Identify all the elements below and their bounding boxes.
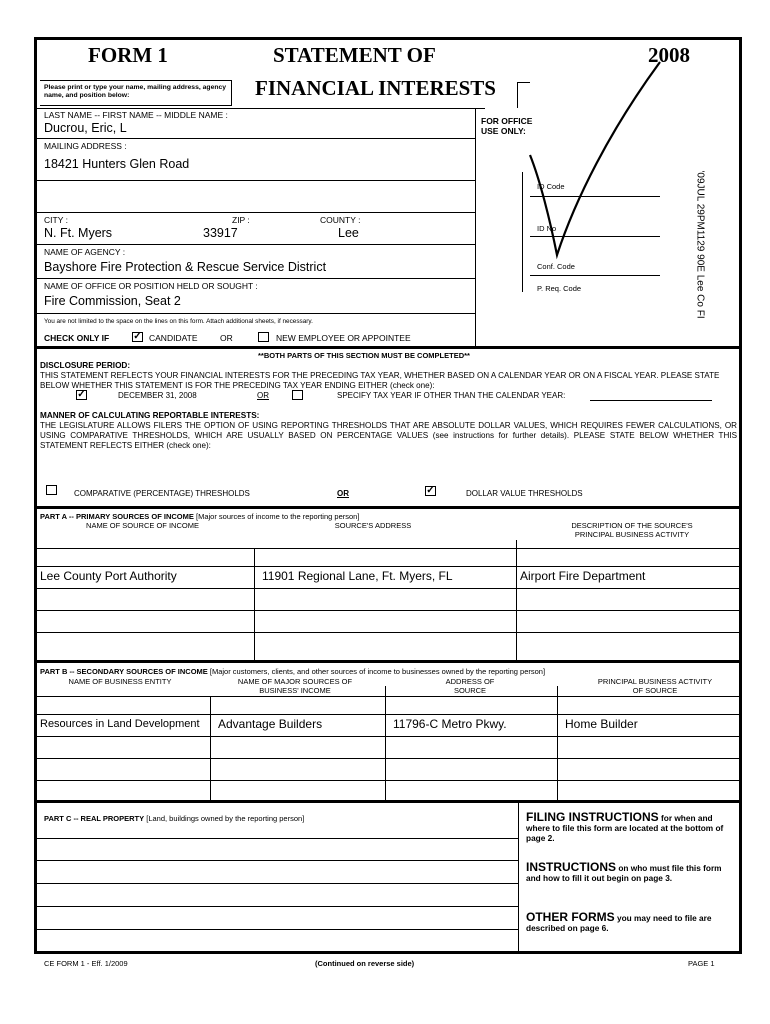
check-only-if-label: CHECK ONLY IF <box>44 333 110 343</box>
or-separator: OR <box>257 391 269 400</box>
office-use-title: FOR OFFICE USE ONLY: <box>481 116 533 136</box>
comparative-checkbox[interactable] <box>46 485 57 495</box>
part-a-row1-description[interactable]: Airport Fire Department <box>520 569 646 583</box>
form-id: CE FORM 1 - Eff. 1/2009 <box>44 959 128 968</box>
december-checkbox[interactable]: ✓ <box>77 389 86 400</box>
part-b-col-activity: PRINCIPAL BUSINESS ACTIVITY OF SOURCE <box>597 677 713 695</box>
print-instructions: Please print or type your name, mailing address, agency name, and position below: <box>44 84 227 99</box>
county-label: COUNTY : <box>320 215 361 225</box>
id-code-label: ID Code <box>537 182 565 191</box>
name-field[interactable]: Ducrou, Eric, L <box>44 121 127 135</box>
comparative-label: COMPARATIVE (PERCENTAGE) THRESHOLDS <box>74 489 250 498</box>
zip-field[interactable]: 33917 <box>203 226 238 240</box>
part-b-header: PART B -- SECONDARY SOURCES OF INCOME [Major customers, clients, and other sources of income to businesses owned by the reporting person] <box>40 667 546 676</box>
manner-text: THE LEGISLATURE ALLOWS FILERS THE OPTION OF USING REPORTING THRESHOLDS THAT ARE ABSOLUTE DOLLAR VALUES, WHICH REQUIRES FEWER CALCULATIONS, OR USING COMPARATIVE THRESHOLDS, WHICH ARE USUALLY BASED ON PERCENTAGE VALUES (see instructions for further details). PLEASE STATE BELOW WHETHER THIS STATEMENT REFLECTS EITHER (check one): <box>40 421 737 450</box>
mailing-label: MAILING ADDRESS : <box>44 141 127 151</box>
zip-label: ZIP : <box>232 215 250 225</box>
part-c-header: PART C -- REAL PROPERTY [Land, buildings owned by the reporting person] <box>44 814 305 823</box>
city-field[interactable]: N. Ft. Myers <box>44 226 113 240</box>
name-label: LAST NAME -- FIRST NAME -- MIDDLE NAME : <box>44 110 228 120</box>
specify-tax-year-checkbox[interactable] <box>292 390 303 400</box>
or-separator-2: OR <box>337 489 349 498</box>
manner-title: MANNER OF CALCULATING REPORTABLE INTERESTS: <box>40 411 260 420</box>
part-a-col-source-name: NAME OF SOURCE OF INCOME <box>86 521 199 530</box>
both-parts-note: **BOTH PARTS OF THIS SECTION MUST BE COMPLETED** <box>258 351 470 360</box>
office-field[interactable]: Fire Commission, Seat 2 <box>44 294 181 308</box>
disclosure-period-text: THIS STATEMENT REFLECTS YOUR FINANCIAL INTERESTS FOR THE PRECEDING TAX YEAR, WHETHER BASED ON A CALENDAR YEAR OR ON A FISCAL YEAR. PLEASE STATE BELOW WHETHER THIS STATEMENT IS FOR THE PRECEDING TAX YEAR ENDING EITHER (check one): <box>40 371 720 390</box>
instructions-note: INSTRUCTIONS on who must file this form and how to fill it out begin on page 3. <box>526 860 722 883</box>
dollar-value-label: DOLLAR VALUE THRESHOLDS <box>466 489 583 498</box>
part-a-row1-address[interactable]: 11901 Regional Lane, Ft. Myers, FL <box>262 569 453 583</box>
new-employee-label: NEW EMPLOYEE OR APPOINTEE <box>276 333 411 343</box>
conf-code-label: Conf. Code <box>537 262 575 271</box>
december-label: DECEMBER 31, 2008 <box>118 391 197 400</box>
part-b-row1-entity[interactable]: Resources in Land Development <box>40 718 200 730</box>
form-title: FORM 1 <box>88 43 168 67</box>
page-number: PAGE 1 <box>688 959 715 968</box>
new-employee-checkbox[interactable] <box>258 332 269 342</box>
office-label: NAME OF OFFICE OR POSITION HELD OR SOUGHT : <box>44 281 258 291</box>
agency-label: NAME OF AGENCY : <box>44 247 126 257</box>
office-checkmark-icon <box>520 60 670 280</box>
part-a-row1-source[interactable]: Lee County Port Authority <box>40 569 177 583</box>
agency-field[interactable]: Bayshore Fire Protection & Rescue Service District <box>44 260 327 274</box>
disclosure-period-title: DISCLOSURE PERIOD: <box>40 361 131 370</box>
city-label: CITY : <box>44 215 68 225</box>
statement-title-line2: FINANCIAL INTERESTS <box>255 76 496 100</box>
county-field[interactable]: Lee <box>338 226 359 240</box>
part-a-header: PART A -- PRIMARY SOURCES OF INCOME [Major sources of income to the reporting person] <box>40 512 360 521</box>
statement-title-line1: STATEMENT OF <box>273 43 436 67</box>
p-req-code-label: P. Req. Code <box>537 284 582 293</box>
part-b-row1-address[interactable]: 11796-C Metro Pkwy. <box>393 717 507 731</box>
space-note: You are not limited to the space on the lines on this form. Attach additional sheets, if necessary. <box>44 318 313 325</box>
id-no-label: ID No <box>537 224 557 233</box>
part-b-col-entity: NAME OF BUSINESS ENTITY <box>68 677 172 686</box>
other-forms-note: OTHER FORMS you may need to file are described on page 6. <box>526 910 712 933</box>
received-stamp: '09JUL 29PM1129 90E Lee Co FI <box>694 170 706 319</box>
form-year: 2008 <box>648 43 690 67</box>
dollar-value-checkbox[interactable]: ✓ <box>426 485 435 496</box>
continued-note: (Continued on reverse side) <box>315 959 415 968</box>
candidate-checkbox[interactable]: ✓ <box>133 331 142 342</box>
part-b-col-major-sources: NAME OF MAJOR SOURCES OF BUSINESS' INCOME <box>237 677 353 695</box>
or-label: OR <box>220 333 233 343</box>
mailing-address-field[interactable]: 18421 Hunters Glen Road <box>44 157 190 171</box>
part-b-col-address: ADDRESS OF SOURCE <box>445 677 495 695</box>
specify-tax-year-label: SPECIFY TAX YEAR IF OTHER THAN THE CALENDAR YEAR: <box>337 391 566 400</box>
part-a-col-description: DESCRIPTION OF THE SOURCE'S PRINCIPAL BUSINESS ACTIVITY <box>571 521 693 539</box>
part-a-col-source-address: SOURCE'S ADDRESS <box>334 521 412 530</box>
filing-instructions: FILING INSTRUCTIONS for when and where to file this form are located at the bottom of page 2. <box>526 810 724 843</box>
part-b-row1-major-source[interactable]: Advantage Builders <box>218 717 323 731</box>
part-b-row1-activity[interactable]: Home Builder <box>565 717 638 731</box>
candidate-label: CANDIDATE <box>149 333 198 343</box>
